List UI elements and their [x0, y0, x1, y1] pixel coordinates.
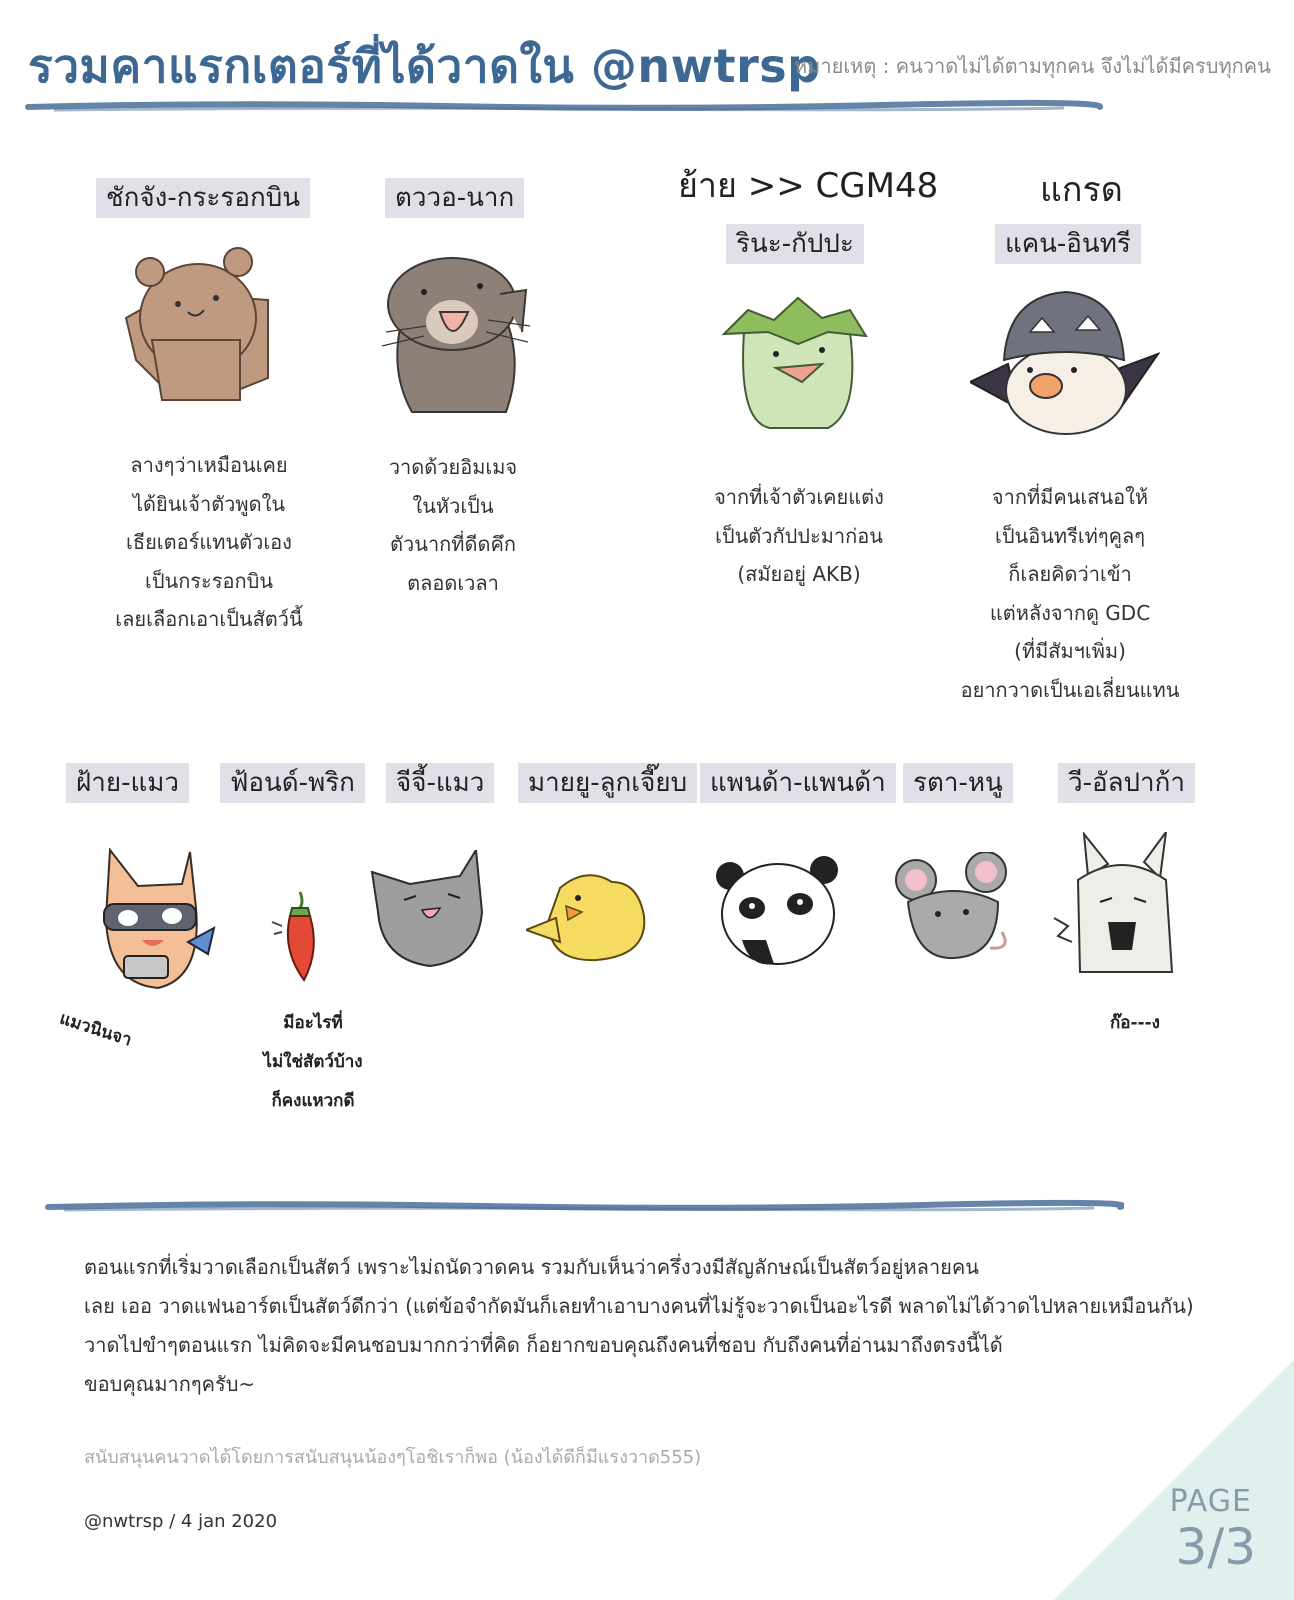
alpaca-icon [1052, 832, 1182, 986]
character-label: รินะ-กัปปะ [726, 224, 864, 264]
character-note: แมวนินจา [57, 1008, 135, 1051]
mouse-icon [894, 852, 1014, 962]
character-label: มายยู-ลูกเจี๊ยบ [518, 763, 697, 803]
author-credit: @nwtrsp / 4 jan 2020 [84, 1511, 278, 1532]
character-label: ฟ้อนด์-พริก [220, 763, 365, 803]
chick-icon [526, 868, 650, 964]
moved-heading: ย้าย >> CGM48 [678, 166, 939, 206]
graduated-heading: แกรด [1040, 170, 1123, 210]
panda-icon [714, 856, 842, 968]
character-label: รตา-หนู [903, 763, 1013, 803]
flying-squirrel-icon [118, 240, 280, 408]
character-label: ตววอ-นาก [385, 178, 524, 218]
character-desc: วาดด้วยอิมเมจ ในหัวเป็น ตัวนากที่ดีดคึก ตลอดเวลา [388, 455, 518, 595]
chili-pepper-icon [270, 890, 332, 982]
otter-icon [376, 246, 536, 416]
character-label: จีจี้-แมว [386, 763, 494, 803]
page-number: 3/3 [1175, 1518, 1256, 1576]
character-label: วี-อัลปาก้า [1058, 763, 1195, 803]
grey-cat-icon [370, 850, 490, 968]
character-label: แพนด้า-แพนด้า [700, 763, 896, 803]
character-label: แคน-อินทรี [995, 224, 1141, 264]
eagle-icon [970, 286, 1160, 436]
character-desc: จากที่เจ้าตัวเคยแต่ง เป็นตัวกัปปะมาก่อน (สมัยอยู่ AKB) [714, 485, 884, 586]
support-note: สนับสนุนคนวาดได้โดยการสนับสนุนน้องๆโอชิเราก็พอ (น้องได้ดีก็มีแรงวาด555) [84, 1447, 702, 1468]
character-label: ชักจัง-กระรอกบิน [96, 178, 310, 218]
brush-divider-top [24, 98, 1104, 116]
ninja-cat-icon [98, 848, 216, 994]
kappa-icon [718, 292, 870, 434]
character-note: ก๊อ---ง [1110, 1013, 1160, 1033]
page-label: PAGE [1169, 1484, 1252, 1519]
header-note: หมายเหตุ : คนวาดไม่ได้ตามทุกคน จึงไม่ได้มีครบทุกคน [794, 54, 1271, 78]
closing-paragraph: ตอนแรกที่เริ่มวาดเลือกเป็นสัตว์ เพราะไม่ถนัดวาดคน รวมกับเห็นว่าครึ่งวงมีสัญลักษณ์เป็นสัตว์อยู่หลายคน เลย เออ วาดแฟนอาร์ตเป็นสัตว์ดีกว่า (แต่ข้อจำกัดมันก็เลยทำเอาบางคนที่ไม่รู้จะวาดเป็นอะไรดี พลาดไม่ได้วาดไปหลายเหมือนกัน) วาดไปขำๆตอนแรก ไม่คิดจะมีคนชอบมากกว่าที่คิด ก็อยากขอบคุณถึงคนที่ชอบ กับถึงคนที่อ่านมาถึงตรงนี้ได้ ขอบคุณมากๆครับ~ [84, 1255, 1194, 1396]
page-title: รวมคาแรกเตอร์ที่ได้วาดใน @nwtrsp [28, 39, 821, 93]
corner-decoration [1054, 1360, 1294, 1600]
character-label: ฝ้าย-แมว [66, 763, 189, 803]
character-note: มีอะไรที่ ไม่ใช่สัตว์บ้าง ก็คงแหวกดี [263, 1013, 363, 1111]
character-desc: ลางๆว่าเหมือนเคย ได้ยินเจ้าตัวพูดใน เธียเตอร์แทนตัวเอง เป็นกระรอกบิน เลยเลือกเอาเป็นสัตว์นี้ [115, 453, 303, 631]
brush-divider-bottom [44, 1198, 1124, 1216]
character-desc: จากที่มีคนเสนอให้ เป็นอินทรีเท่ๆคูลๆ ก็เลยคิดว่าเข้า แต่หลังจากดู GDC (ที่มีสัมฯเพิ่ม) อยากวาดเป็นเอเลี่ยนแทน [960, 485, 1180, 702]
